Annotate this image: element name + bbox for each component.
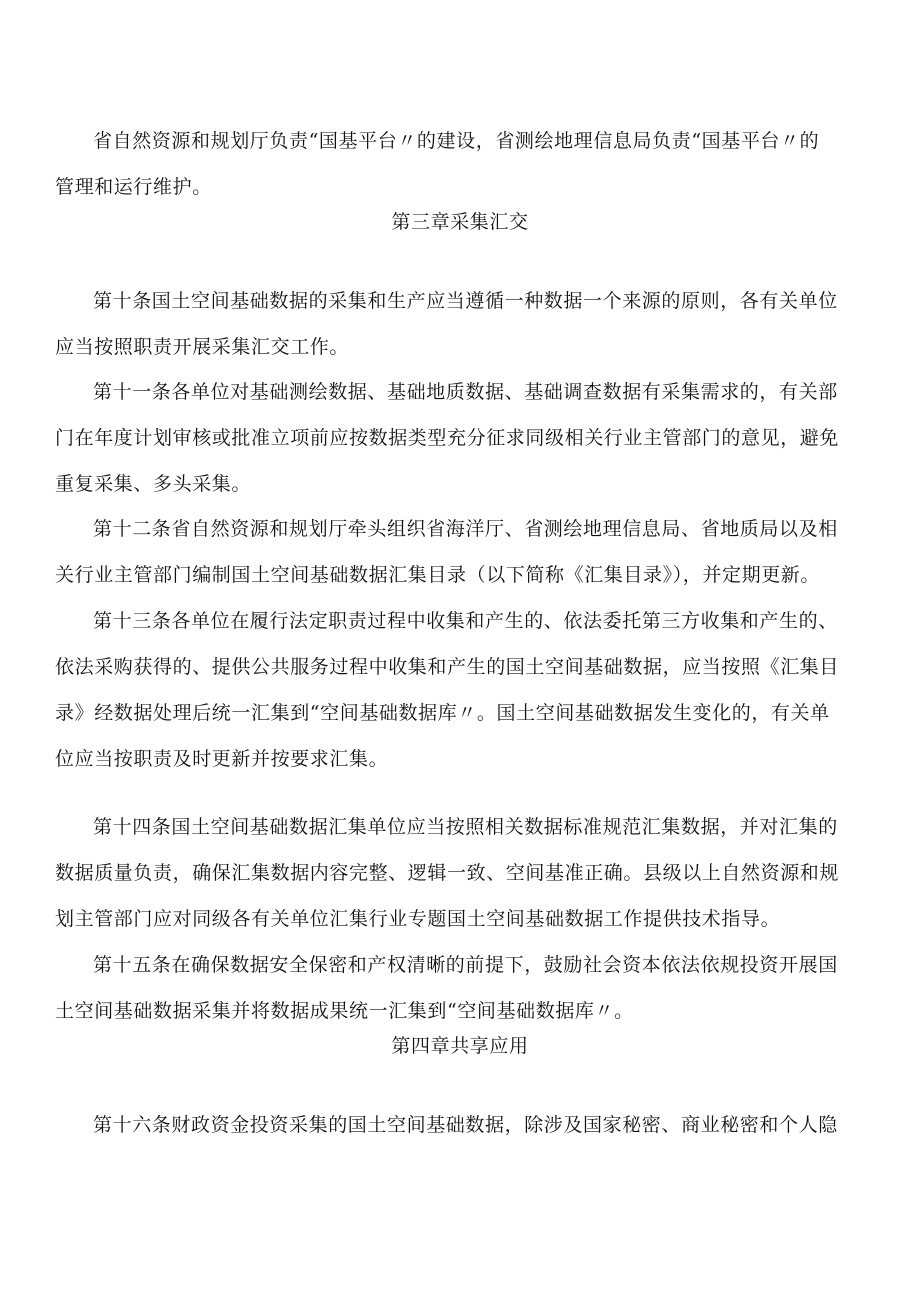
article-11-line-3: 重复采集、多头采集。 [55, 473, 252, 495]
article-13-line-3: 录》经数据处理后统一汇集到“空间基础数据库〃。国土空间基础数据发生变化的，有关单 [55, 702, 830, 724]
article-12-line-2: 关行业主管部门编制国土空间基础数据汇集目录（以下简称《汇集目录》），并定期更新。 [55, 564, 821, 586]
article-10-line-1: 第十条国土空间基础数据的采集和生产应当遵循一种数据一个来源的原则，各有关单位 [93, 290, 838, 312]
article-11-line-1: 第十一条各单位对基础测绘数据、基础地质数据、基础调查数据有采集需求的，有关部 [93, 381, 838, 403]
chapter-4-heading: 第四章共享应用 [391, 1035, 529, 1057]
article-13-line-4: 位应当按职责及时更新并按要求汇集。 [55, 748, 389, 770]
paragraph-intro-line-1: 省自然资源和规划厅负责“国基平台〃的建设，省测绘地理信息局负责“国基平台〃的 [93, 130, 820, 152]
article-12-line-1: 第十二条省自然资源和规划厅牵头组织省海洋厅、省测绘地理信息局、省地质局以及相 [93, 518, 838, 540]
article-14-line-1: 第十四条国土空间基础数据汇集单位应当按照相关数据标准规范汇集数据，并对汇集的 [93, 816, 838, 838]
article-11-line-2: 门在年度计划审核或批准立项前应按数据类型充分征求同级相关行业主管部门的意见，避免 [55, 427, 840, 449]
article-16-line-1: 第十六条财政资金投资采集的国土空间基础数据，除涉及国家秘密、商业秘密和个人隐 [93, 1114, 838, 1136]
article-13-line-1: 第十三条各单位在履行法定职责过程中收集和产生的、依法委托第三方收集和产生的、 [93, 610, 838, 632]
article-10-line-2: 应当按照职责开展采集汇交工作。 [55, 336, 350, 358]
article-14-line-2: 数据质量负责，确保汇集数据内容完整、逻辑一致、空间基准正确。县级以上自然资源和规 [55, 862, 840, 884]
chapter-3-heading: 第三章采集汇交 [391, 211, 529, 233]
article-14-line-3: 划主管部门应对同级各有关单位汇集行业专题国土空间基础数据工作提供技术指导。 [55, 908, 781, 930]
article-15-line-2: 土空间基础数据采集并将数据成果统一汇集到“空间基础数据库〃。 [55, 1000, 634, 1022]
article-15-line-1: 第十五条在确保数据安全保密和产权清晰的前提下，鼓励社会资本依法依规投资开展国 [93, 954, 838, 976]
paragraph-intro-line-2: 管理和运行维护。 [55, 176, 212, 198]
article-13-line-2: 依法采购获得的、提供公共服务过程中收集和产生的国土空间基础数据，应当按照《汇集目 [55, 656, 840, 678]
